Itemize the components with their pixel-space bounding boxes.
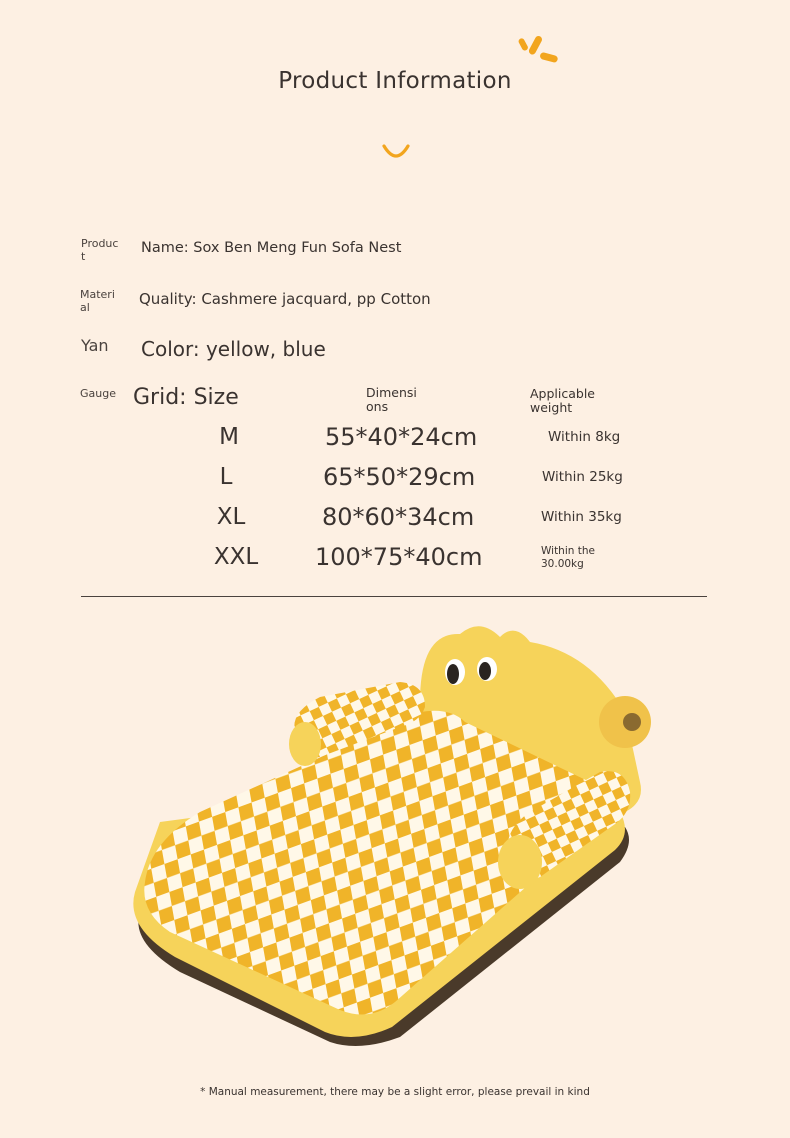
size-cell: L — [219, 464, 233, 490]
dimensions-column-header: Dimensions — [366, 385, 417, 414]
material-value: Quality: Cashmere jacquard, pp Cotton — [139, 290, 431, 308]
dimension-cell: 55*40*24cm — [325, 423, 478, 451]
color-label: Yan — [81, 336, 109, 355]
size-cell: XL — [216, 504, 246, 530]
weight-cell: Within 25kg — [542, 469, 623, 485]
weight-cell: Within the 30.00kg — [541, 545, 595, 570]
color-value: Color: yellow, blue — [141, 337, 326, 361]
gauge-label: Gauge — [80, 387, 116, 400]
dimension-cell: 65*50*29cm — [323, 463, 476, 491]
material-label: Material — [80, 288, 115, 314]
sofa-bed-image — [120, 612, 670, 1052]
product-name-value: Name: Sox Ben Meng Fun Sofa Nest — [141, 240, 402, 256]
smile-icon — [380, 140, 412, 162]
dimension-cell: 100*75*40cm — [315, 543, 483, 571]
sparkle-icon — [518, 32, 562, 72]
weight-column-header: Applicable weight — [530, 386, 595, 415]
weight-cell: Within 8kg — [548, 429, 621, 445]
weight-cell: Within 35kg — [541, 509, 622, 525]
dimension-cell: 80*60*34cm — [322, 503, 475, 531]
product-name-label: Product — [81, 237, 119, 263]
footnote: * Manual measurement, there may be a slight error, please prevail in kind — [200, 1086, 590, 1098]
section-divider — [81, 596, 707, 597]
page-title: Product Information — [278, 68, 512, 94]
size-cell: XXL — [213, 544, 259, 570]
grid-size-value: Grid: Size — [133, 385, 239, 410]
size-cell: M — [219, 424, 239, 450]
